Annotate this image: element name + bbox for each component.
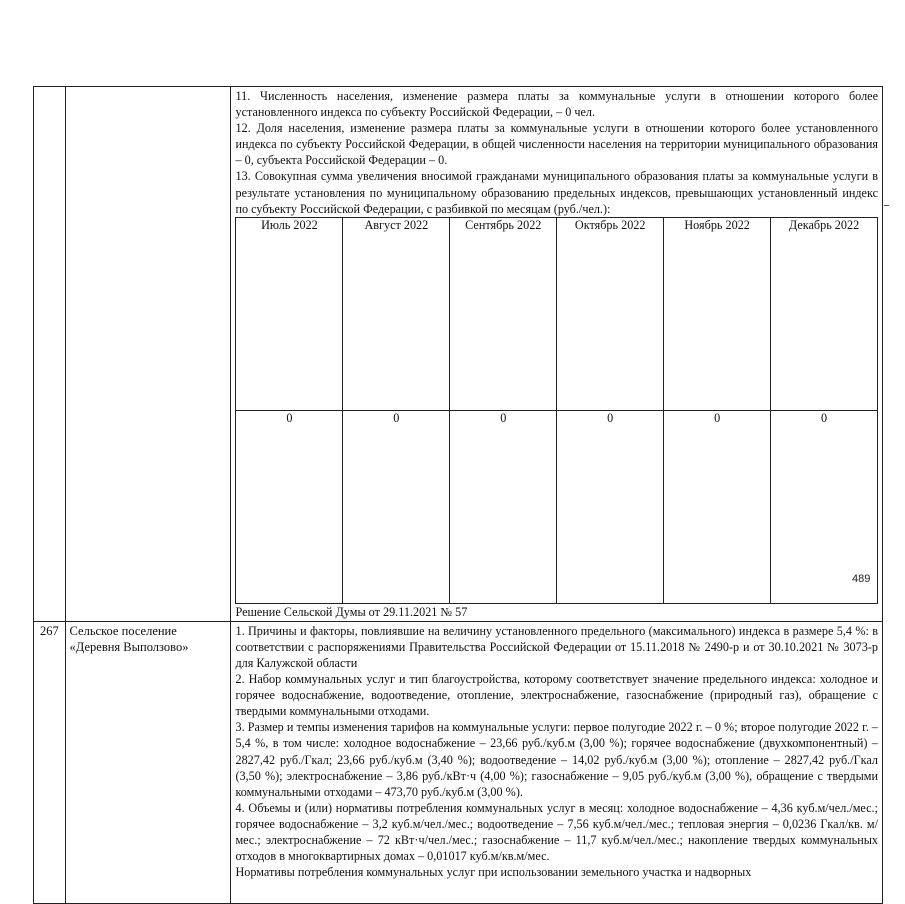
month-header: Декабрь 2022: [771, 217, 878, 410]
table-row: [34, 621, 883, 903]
settlement-name: Сельское поселение «Деревня Выползово»: [65, 621, 231, 903]
month-value: 0: [557, 410, 664, 603]
margin-mark: [884, 205, 889, 206]
month-value: 0: [664, 410, 771, 603]
row-number-cell: [34, 87, 66, 622]
page-number: 489: [852, 573, 871, 585]
month-header: Сентябрь 2022: [450, 217, 557, 410]
settlement-name-cell: [65, 87, 231, 622]
month-value: 0: [450, 410, 557, 603]
month-header: Ноябрь 2022: [664, 217, 771, 410]
month-value: 0: [236, 410, 343, 603]
item-12: 12. Доля населения, изменение размера платы за коммунальные услуги в отношении которого более установленного индекса по субъекту Российской Федерации, в общей численности населения на территории муниципального образования – 0, субъекта Российской Федерации – 0.: [235, 121, 878, 168]
details-cell: [231, 621, 883, 903]
monthly-table: [235, 217, 878, 604]
item-13: 13. Совокупная сумма увеличения вносимой гражданами муниципального образования платы за коммунальные услуги в результате установления по муниципальному образованию предельных индексов, превышающих установленный индекс по субъекту Российской Федерации, с разбивкой по месяцам (руб./чел.):: [235, 169, 878, 216]
item-3: 3. Размер и темпы изменения тарифов на коммунальные услуги: первое полугодие 2022 г. – 0 %; второе полугодие 2022 г. – 5,4 %, в том числе: холодное водоснабжение – 23,66 руб./куб.м (3,00 %); горячее водоснабжение (двухкомпонентный) – 2827,42 руб./Гкал; 23,66 руб./куб.м (3,40 %); водоотведение – 14,02 руб./куб.м (3,00 %); отопление – 2827,42 руб./Гкал (3,50 %); электроснабжение – 3,86 руб./кВт·ч (4,00 %); газоснабжение – 9,05 руб./куб.м (3,00 %), обращение с твердыми коммунальными отходами – 473,70 руб./куб.м (3,00 %).: [235, 720, 878, 799]
decision-reference: Решение Сельской Думы от 29.11.2021 № 57: [235, 604, 468, 619]
monthly-header-row: [236, 217, 878, 410]
details-cell: [231, 87, 883, 622]
indices-table: [33, 86, 883, 904]
item-4: 4. Объемы и (или) нормативы потребления коммунальных услуг в месяц: холодное водоснабжение – 4,36 куб.м/чел./мес.; горячее водоснабжение – 3,2 куб.м/чел./мес.; водоотведение – 7,56 куб.м/чел./мес.; тепловая энергия – 0,0236 Гкал/кв. м/мес.; электроснабжение – 72 кВт·ч/чел./мес.; газоснабжение – 11,7 куб.м/чел./мес.; накопление твердых коммунальных отходов в многоквартирных домах – 0,01017 куб.м/кв.м/мес.: [235, 800, 878, 864]
row-number: 267: [34, 621, 66, 903]
item-1: 1. Причины и факторы, повлиявшие на величину установленного предельного (максимального) индекса в размере 5,4 %: в соответствии с распоряжениями Правительства Российской Федерации от 15.11.2018 № 2490-р и от 30.10.2021 № 3073-р для Калужской области: [235, 623, 878, 670]
norms-continuation: Нормативы потребления коммунальных услуг при использовании земельного участка и надворных: [235, 865, 752, 880]
item-2: 2. Набор коммунальных услуг и тип благоустройства, которому соответствует значение предельного индекса: холодное и горячее водоснабжение, водоотведение, отопление, электроснабжение, газоснабжение (природный газ), обращение с твердыми коммунальными отходами.: [235, 672, 878, 719]
month-value: 0: [771, 410, 878, 603]
monthly-values-row: [236, 410, 878, 603]
item-11: 11. Численность населения, изменение размера платы за коммунальные услуги в отношении которого более установленного индекса по субъекту Российской Федерации, – 0 чел.: [235, 89, 878, 120]
month-header: Октябрь 2022: [557, 217, 664, 410]
table-row: [34, 87, 883, 622]
month-header: Август 2022: [343, 217, 450, 410]
month-header: Июль 2022: [236, 217, 343, 410]
month-value: 0: [343, 410, 450, 603]
